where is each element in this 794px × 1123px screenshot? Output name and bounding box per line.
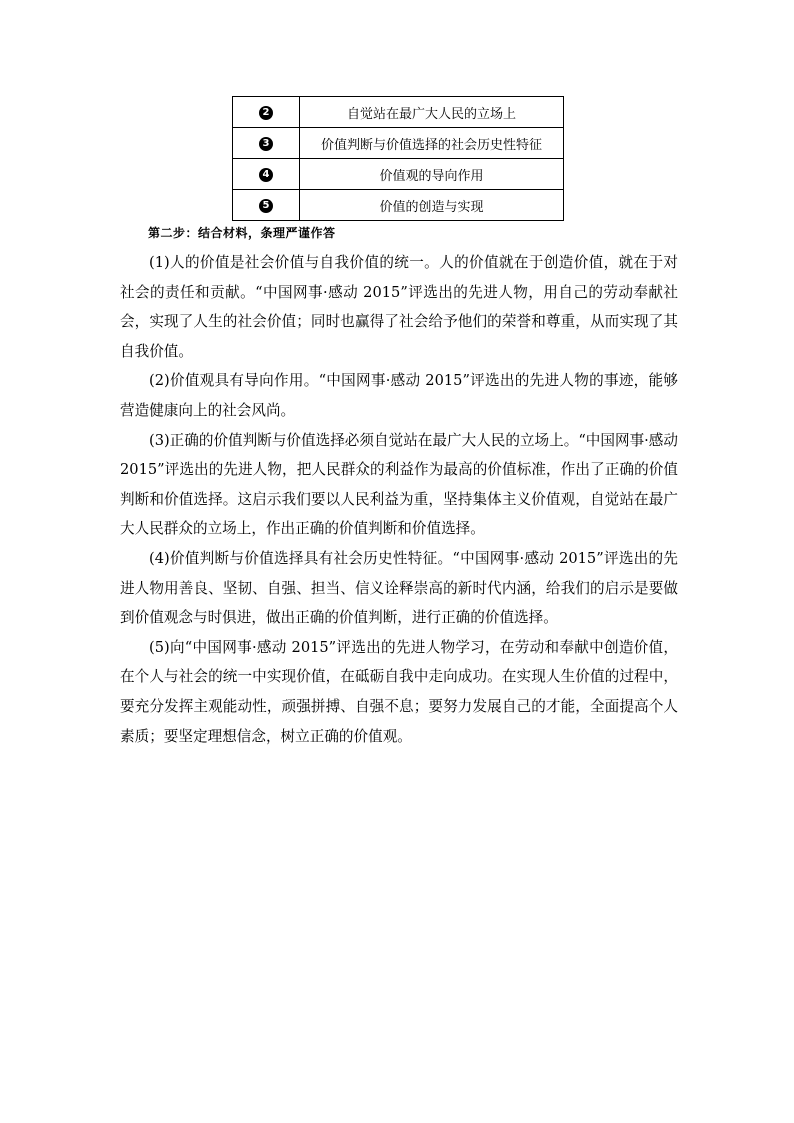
step-heading: 第二步：结合材料，条理严谨作答 <box>148 226 336 240</box>
circled-number-badge: 3 <box>259 137 273 151</box>
answer-paragraph-5: (5)向“中国网事·感动 2015”评选出的先进人物学习，在劳动和奉献中创造价值，在个人与社会的统一中实现价值，在砥砺自我中走向成功。在实现人生价值的过程中，要充分发挥主观能动性，顽强拼搏、自强不息；要努力发展自己的才能，全面提高个人素质；要坚定理想信念，树立正确的价值观。 <box>120 638 678 745</box>
table-row <box>233 97 564 128</box>
answer-section <box>120 248 678 751</box>
circled-number-badge: 5 <box>259 199 273 213</box>
circled-number-badge: 4 <box>259 168 273 182</box>
answer-paragraph-4: (4)价值判断与价值选择具有社会历史性特征。“中国网事·感动 2015”评选出的先进人物用善良、坚韧、自强、担当、信义诠释崇高的新时代内涵，给我们的启示是要做到价值观念与时俱进，做出正确的价值判断，进行正确的价值选择。 <box>120 549 678 627</box>
answer-paragraph-1: (1)人的价值是社会价值与自我价值的统一。人的价值就在于创造价值，就在于对社会的责任和贡献。“中国网事·感动 2015”评选出的先进人物，用自己的劳动奉献社会，实现了人生的社会价值；同时也赢得了社会给予他们的荣誉和尊重，从而实现了其自我价值。 <box>120 254 678 360</box>
table-cell-text: 价值判断与价值选择的社会历史性特征 <box>300 128 564 159</box>
table-row <box>233 128 564 159</box>
table-row <box>233 159 564 190</box>
answer-paragraph-2: (2)价值观具有导向作用。“中国网事·感动 2015”评选出的先进人物的事迹，能够营造健康向上的社会风尚。 <box>120 372 678 419</box>
table-row <box>233 190 564 221</box>
answer-paragraph-3: (3)正确的价值判断与价值选择必须自觉站在最广大人民的立场上。“中国网事·感动 2015”评选出的先进人物，把人民群众的利益作为最高的价值标准，作出了正确的价值判断和价值选择。这启示我们要以人民利益为重，坚持集体主义价值观，自觉站在最广大人民群众的立场上，作出正确的价值判断和价值选择。 <box>120 431 678 538</box>
table-cell-text: 价值观的导向作用 <box>300 159 564 190</box>
table-cell-text: 自觉站在最广大人民的立场上 <box>300 97 564 128</box>
circled-number-badge: 2 <box>259 106 273 120</box>
table-cell-text: 价值的创造与实现 <box>300 190 564 221</box>
knowledge-table <box>232 96 564 221</box>
